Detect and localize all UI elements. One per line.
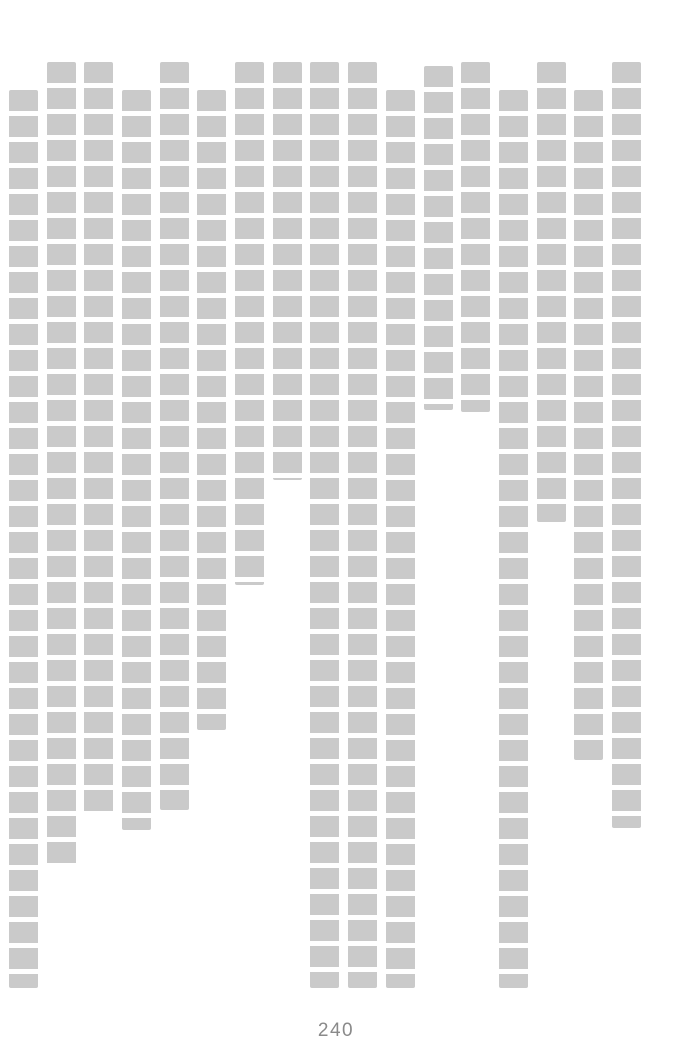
redacted-text-column xyxy=(574,90,603,760)
redacted-text-column xyxy=(84,62,113,815)
redacted-text-column xyxy=(197,90,226,730)
redacted-text-column xyxy=(461,62,490,412)
redacted-text-column xyxy=(612,62,641,828)
redacted-text-column xyxy=(122,90,151,830)
redacted-text-column xyxy=(273,62,302,480)
redacted-text-column xyxy=(499,90,528,988)
redacted-text-column xyxy=(235,62,264,585)
redacted-text-column xyxy=(9,90,38,988)
page-number: 240 xyxy=(317,1020,355,1041)
redacted-text-column xyxy=(310,62,339,988)
redacted-text-column xyxy=(348,62,377,988)
redacted-text-column xyxy=(160,62,189,810)
redacted-text-column xyxy=(537,62,566,522)
redacted-text-column xyxy=(386,90,415,988)
redacted-text-column xyxy=(47,62,76,865)
redacted-text-column xyxy=(424,66,453,410)
